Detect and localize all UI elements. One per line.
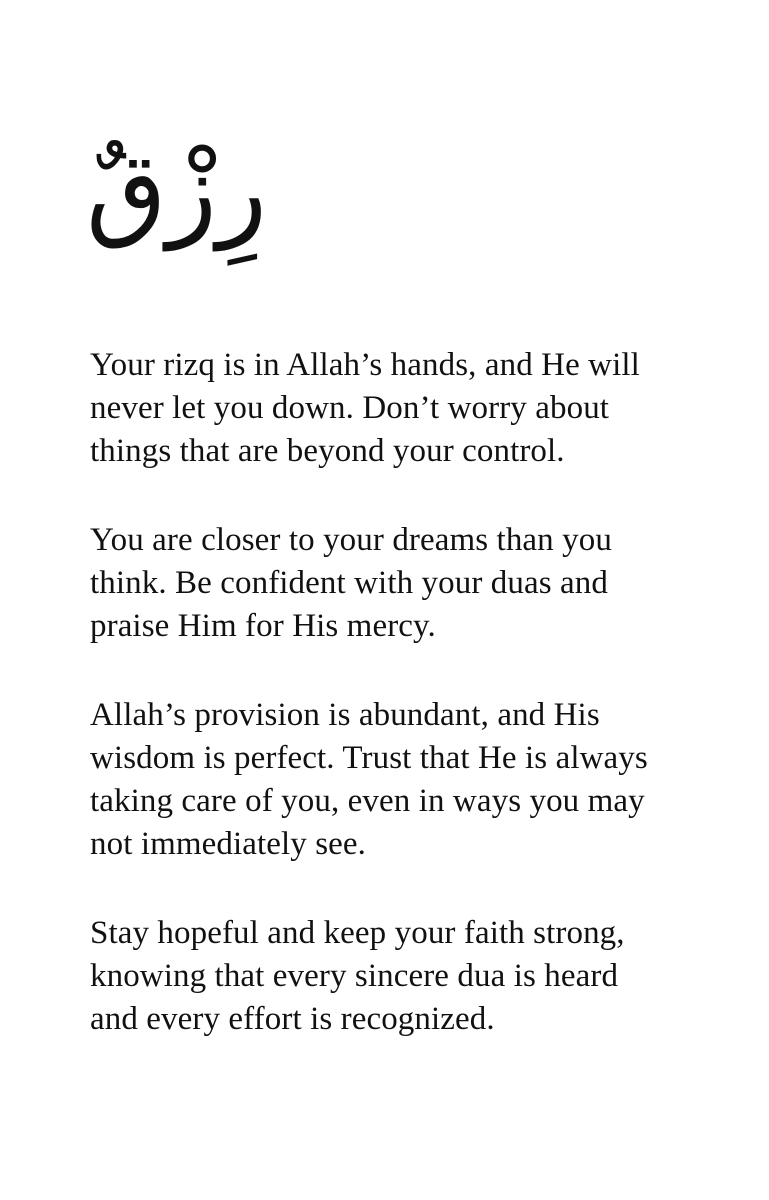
paragraph-line: Stay hopeful and keep your faith strong, [90,915,625,951]
paragraph-line: things that are beyond your control. [90,433,565,469]
paragraph-line: Your rizq is in Allah’s hands, and He will [90,347,640,383]
arabic-title: رِزْقٌ [86,129,268,251]
paragraph-1 [90,344,710,473]
body-text [90,344,710,1087]
paragraph-line: not immediately see. [90,826,367,862]
paragraph-line: Allah’s provision is abundant, and His [90,697,600,733]
paragraph-line: praise Him for His mercy. [90,608,436,644]
paragraph-line: wisdom is perfect. Trust that He is always [90,740,648,776]
paragraph-4 [90,912,710,1041]
paragraph-line: and every effort is recognized. [90,1001,495,1037]
paragraph-line: never let you down. Don’t worry about [90,390,610,426]
paragraph-line: think. Be confident with your duas and [90,565,608,601]
paragraph-line: knowing that every sincere dua is heard [90,958,619,994]
paragraph-2 [90,519,710,648]
paragraph-3 [90,694,710,866]
paragraph-line: You are closer to your dreams than you [90,522,612,558]
paragraph-line: taking care of you, even in ways you may [90,783,645,819]
